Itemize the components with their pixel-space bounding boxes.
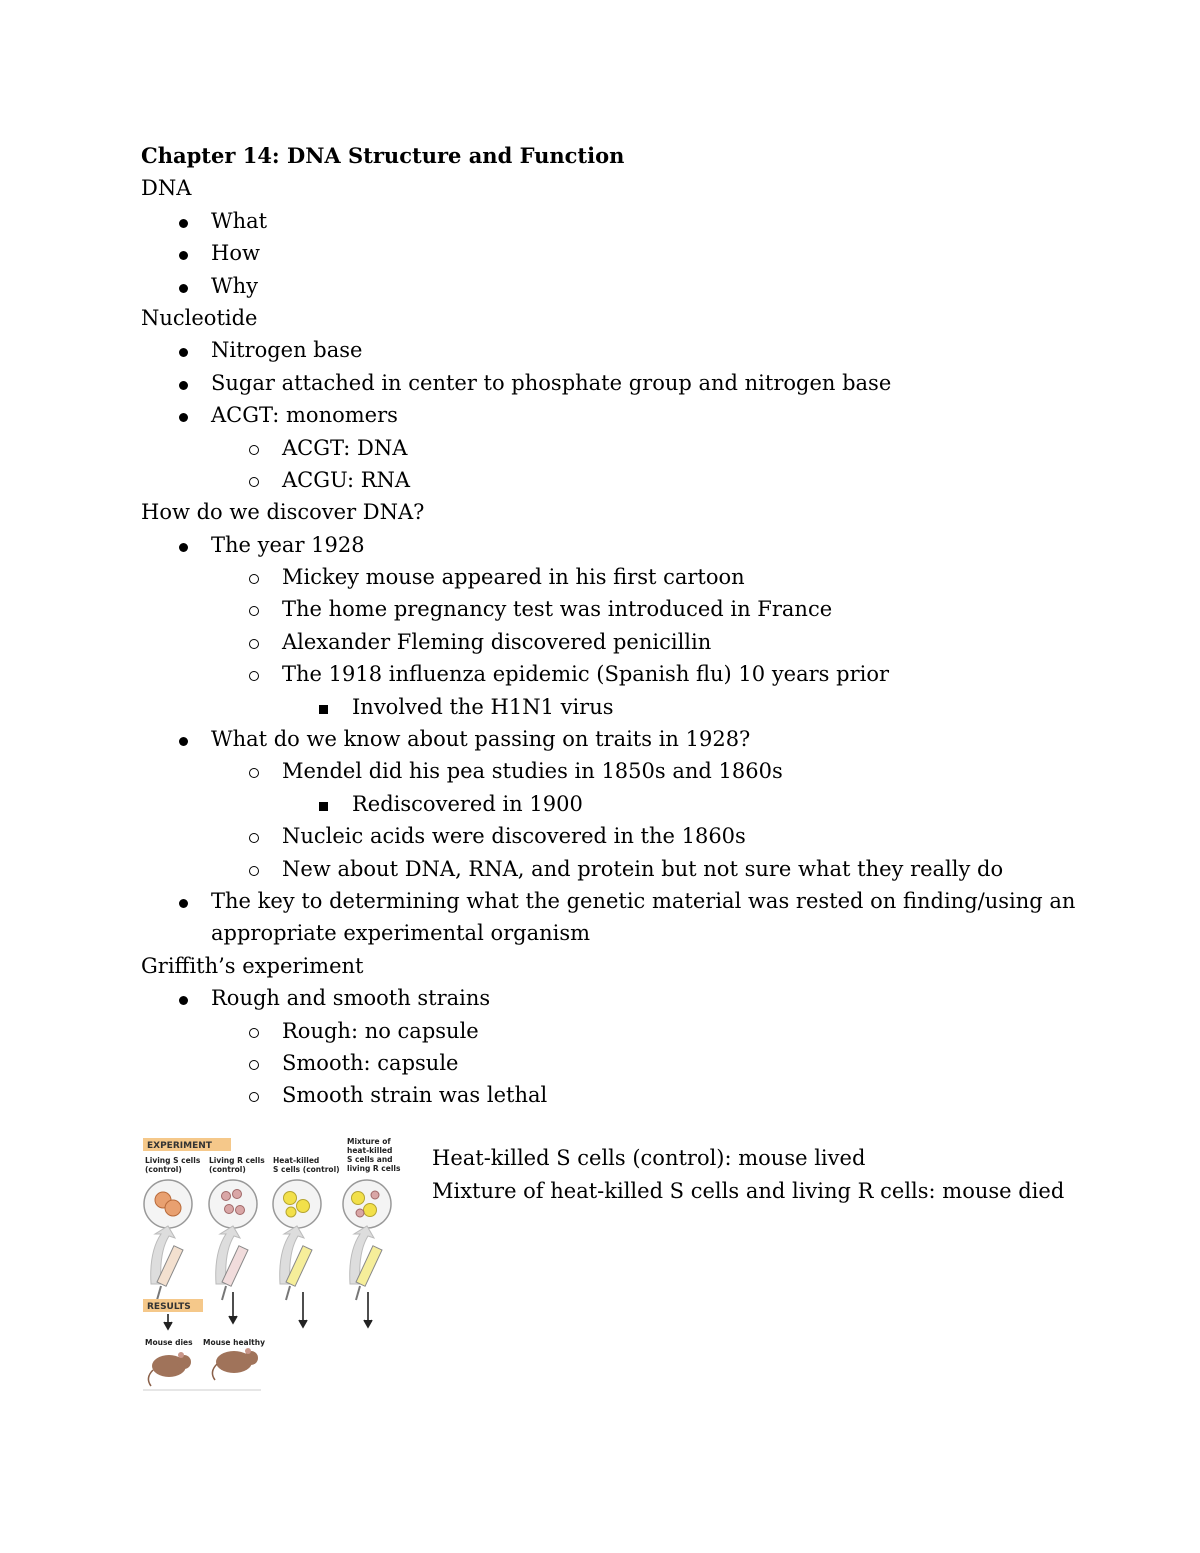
list-item: ACGT: monomers (141, 399, 1061, 431)
sub-list-item: ACGT: DNA (141, 432, 1061, 464)
list-item: Nitrogen base (141, 334, 1061, 366)
sub-list-item: Smooth: capsule (141, 1047, 1061, 1079)
page-title: Chapter 14: DNA Structure and Function (141, 143, 625, 168)
list-item: The year 1928 (141, 529, 1061, 561)
ring-bullet-icon (249, 561, 259, 593)
svg-text:Mouse dies Mouse healthy (145, 1338, 265, 1347)
bullet-icon (179, 529, 188, 561)
sub-list-item: Nucleic acids were discovered in the 1860s (141, 820, 1061, 852)
sub-list-item: Rough: no capsule (141, 1015, 1061, 1047)
col1-sublabel: (control) (145, 1165, 182, 1174)
list-item: Why (141, 270, 1061, 302)
bullet-icon (179, 723, 188, 755)
ring-bullet-icon (249, 464, 259, 496)
list-item: Sugar attached in center to phosphate group and nitrogen base (141, 367, 1061, 399)
caption-mixture: Mixture of heat-killed S cells and living R cells: mouse died (432, 1179, 1065, 1203)
sub-list-item: Mickey mouse appeared in his first cartoon (141, 561, 1061, 593)
ring-bullet-icon (249, 853, 259, 885)
petri-dish-icon (273, 1180, 321, 1228)
result1-label: Mouse dies (145, 1338, 193, 1347)
col3-sublabel: S cells (control) (273, 1165, 340, 1174)
list-item: Rough and smooth strains (141, 982, 1061, 1014)
ring-bullet-icon (249, 593, 259, 625)
result2-label: Mouse healthy (203, 1338, 265, 1347)
col2-sublabel: (control) (209, 1165, 246, 1174)
bullet-icon (179, 334, 188, 366)
col4-label: heat-killed (347, 1146, 393, 1155)
ring-bullet-icon (249, 1015, 259, 1047)
col2-label: Living R cells (209, 1156, 265, 1165)
petri-dish-icon (144, 1180, 192, 1228)
sub-list-item: The home pregnancy test was introduced in France (141, 593, 1061, 625)
list-item: How (141, 237, 1061, 269)
col4-label: S cells and (347, 1155, 393, 1164)
sub-list-item: New about DNA, RNA, and protein but not sure what they really do (141, 853, 1061, 885)
sub-list-item: Alexander Fleming discovered penicillin (141, 626, 1061, 658)
sub-sub-list-item: Involved the H1N1 virus (141, 691, 1061, 723)
list-item: The key to determining what the genetic material was rested on finding/using an (141, 885, 1061, 917)
bullet-icon (179, 237, 188, 269)
experiment-label: EXPERIMENT (147, 1141, 212, 1151)
bullet-icon (179, 982, 188, 1014)
section-heading-discover: How do we discover DNA? (141, 500, 425, 525)
dead-mouse-icon (148, 1352, 191, 1386)
bullet-icon (179, 399, 188, 431)
section-heading-nucleotide: Nucleotide (141, 305, 258, 330)
document-body (141, 140, 1076, 1112)
sub-list-item: Smooth strain was lethal (141, 1079, 1061, 1111)
bullet-icon (179, 367, 188, 399)
results-label: RESULTS (147, 1302, 191, 1312)
caption-heat-killed: Heat-killed S cells (control): mouse lived (432, 1146, 866, 1170)
list-item: What (141, 205, 1061, 237)
arrow-icon (151, 1226, 374, 1284)
col4-label: Mixture of (347, 1137, 391, 1146)
petri-dish-icon (343, 1180, 391, 1228)
section-heading-griffith: Griffith’s experiment (141, 953, 364, 978)
healthy-mouse-icon (212, 1348, 258, 1380)
sub-list-item: Mendel did his pea studies in 1850s and 1860s (141, 755, 1061, 787)
square-bullet-icon (319, 691, 328, 723)
sub-sub-list-item: Rediscovered in 1900 (141, 788, 1061, 820)
list-item-continuation: appropriate experimental organism (211, 921, 591, 946)
sub-list-item: ACGU: RNA (141, 464, 1061, 496)
figure-captions (432, 1142, 1064, 1208)
sub-list-item: The 1918 influenza epidemic (Spanish flu) 10 years prior (141, 658, 1061, 690)
ring-bullet-icon (249, 1079, 259, 1111)
bullet-icon (179, 885, 188, 917)
col4-label: living R cells (347, 1164, 401, 1173)
griffith-experiment-figure (141, 1134, 407, 1396)
bullet-icon (179, 205, 188, 237)
bullet-icon (179, 270, 188, 302)
ring-bullet-icon (249, 432, 259, 464)
ring-bullet-icon (249, 626, 259, 658)
ring-bullet-icon (249, 1047, 259, 1079)
ring-bullet-icon (249, 755, 259, 787)
square-bullet-icon (319, 788, 328, 820)
section-heading-dna: DNA (141, 176, 192, 201)
col1-label: Living S cells (145, 1156, 201, 1165)
list-item: What do we know about passing on traits in 1928? (141, 723, 1061, 755)
ring-bullet-icon (249, 820, 259, 852)
ring-bullet-icon (249, 658, 259, 690)
petri-dish-icon (209, 1180, 257, 1228)
col3-label: Heat-killed (273, 1156, 320, 1165)
